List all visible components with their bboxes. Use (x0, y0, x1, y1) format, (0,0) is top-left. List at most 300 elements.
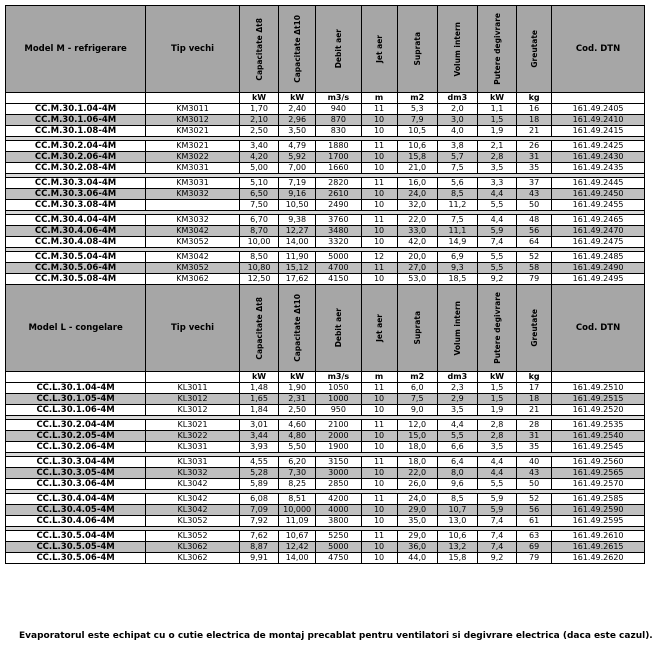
data-cell: 10,67 (279, 531, 316, 542)
data-cell: 5,7 (437, 152, 477, 163)
data-cell: 3,50 (279, 126, 316, 137)
data-cell: KM3062 (146, 274, 240, 285)
data-cell: 161.49.2495 (552, 274, 645, 285)
data-cell: 3800 (316, 516, 361, 527)
data-cell: 2,8 (477, 431, 516, 442)
model-code-cell: CC.M.30.2.08-4M (6, 163, 146, 174)
data-cell: 48 (517, 215, 552, 226)
data-cell: 5,5 (477, 200, 516, 211)
table-row (6, 505, 645, 516)
data-cell: 11 (361, 494, 397, 505)
data-cell: 3,01 (239, 420, 278, 431)
data-cell: 5250 (316, 531, 361, 542)
data-cell: 2,3 (437, 383, 477, 394)
data-cell: 4700 (316, 263, 361, 274)
data-cell: 9,38 (279, 215, 316, 226)
data-cell: 870 (316, 115, 361, 126)
data-cell: 10,5 (397, 126, 437, 137)
data-cell: 7,5 (437, 163, 477, 174)
data-cell: 161.49.2620 (552, 553, 645, 564)
table-row (6, 531, 645, 542)
data-cell: 61 (517, 516, 552, 527)
table-row (6, 189, 645, 200)
data-cell: KM3052 (146, 263, 240, 274)
data-cell: KL3052 (146, 516, 240, 527)
data-cell: 161.49.2590 (552, 505, 645, 516)
model-code-cell: CC.L.30.3.04-4M (6, 457, 146, 468)
data-cell: 52 (517, 252, 552, 263)
model-code-cell: CC.M.30.1.04-4M (6, 104, 146, 115)
data-cell: 1,65 (239, 394, 278, 405)
table-row (6, 542, 645, 553)
column-header (279, 285, 316, 372)
data-cell: 24,0 (397, 189, 437, 200)
model-code-cell: CC.M.30.1.08-4M (6, 126, 146, 137)
units-row (6, 372, 645, 383)
column-header: Cod. DTN (552, 6, 645, 93)
data-cell: 16 (517, 104, 552, 115)
data-cell: 10,6 (397, 141, 437, 152)
data-cell: 4,4 (477, 215, 516, 226)
data-cell: KL3042 (146, 505, 240, 516)
unit-cell: dm3 (437, 93, 477, 104)
data-cell: 1,48 (239, 383, 278, 394)
table-row (6, 442, 645, 453)
data-cell: 10 (361, 479, 397, 490)
model-code-cell: CC.M.30.5.08-4M (6, 274, 146, 285)
column-header-label: Greutate (529, 309, 539, 347)
data-cell: 161.49.2540 (552, 431, 645, 442)
data-cell: 10 (361, 126, 397, 137)
data-cell: 2100 (316, 420, 361, 431)
data-cell: KM3042 (146, 226, 240, 237)
data-cell: 8,51 (279, 494, 316, 505)
data-cell: 10 (361, 189, 397, 200)
data-cell: 33,0 (397, 226, 437, 237)
data-cell: 7,62 (239, 531, 278, 542)
data-cell: 6,70 (239, 215, 278, 226)
model-code-cell: CC.M.30.5.04-4M (6, 252, 146, 263)
data-cell: 50 (517, 200, 552, 211)
unit-cell (146, 372, 240, 383)
column-header (316, 285, 361, 372)
column-header-label: Suprata (412, 311, 422, 345)
table-row (6, 468, 645, 479)
data-cell: KL3022 (146, 431, 240, 442)
data-cell: 1,9 (477, 405, 516, 416)
data-cell: 10 (361, 516, 397, 527)
data-cell: 6,0 (397, 383, 437, 394)
data-cell: KL3062 (146, 553, 240, 564)
data-cell: 7,5 (437, 215, 477, 226)
column-header (397, 285, 437, 372)
data-cell: 18 (517, 394, 552, 405)
data-cell: 9,2 (477, 553, 516, 564)
data-cell: 161.49.2490 (552, 263, 645, 274)
data-cell: 4,4 (477, 457, 516, 468)
data-cell: 1,5 (477, 394, 516, 405)
data-cell: 2,40 (279, 104, 316, 115)
data-cell: 6,6 (437, 442, 477, 453)
data-cell: 3,5 (477, 442, 516, 453)
data-cell: 12,50 (239, 274, 278, 285)
data-cell: 79 (517, 553, 552, 564)
model-code-cell: CC.L.30.1.04-4M (6, 383, 146, 394)
data-cell: KM3011 (146, 104, 240, 115)
column-header-label: Suprata (412, 32, 422, 66)
data-cell: 161.49.2520 (552, 405, 645, 416)
data-cell: 4750 (316, 553, 361, 564)
data-cell: 1050 (316, 383, 361, 394)
data-cell: 17,62 (279, 274, 316, 285)
data-cell: 5,5 (477, 479, 516, 490)
data-cell: 5,9 (477, 226, 516, 237)
data-cell: 1000 (316, 394, 361, 405)
data-cell: 27,0 (397, 263, 437, 274)
column-header-label: Debit aer (333, 29, 343, 69)
data-cell: 1660 (316, 163, 361, 174)
data-cell: KM3032 (146, 215, 240, 226)
model-code-cell: CC.L.30.3.06-4M (6, 479, 146, 490)
data-cell: 4,4 (437, 420, 477, 431)
data-cell: 7,4 (477, 542, 516, 553)
data-cell: KM3031 (146, 163, 240, 174)
column-header-label: Greutate (529, 30, 539, 68)
model-code-cell: CC.M.30.3.06-4M (6, 189, 146, 200)
data-cell: 161.49.2595 (552, 516, 645, 527)
data-cell: 7,19 (279, 178, 316, 189)
data-cell: 4,55 (239, 457, 278, 468)
data-cell: 11,1 (437, 226, 477, 237)
data-cell: KL3062 (146, 542, 240, 553)
data-cell: 36,0 (397, 542, 437, 553)
column-header-label: Putere degivrare (492, 292, 502, 364)
data-cell: 161.49.2465 (552, 215, 645, 226)
data-cell: 11 (361, 178, 397, 189)
data-cell: 22,0 (397, 468, 437, 479)
data-cell: 50 (517, 479, 552, 490)
table-row (6, 115, 645, 126)
table-row (6, 494, 645, 505)
data-cell: 8,87 (239, 542, 278, 553)
column-header (437, 6, 477, 93)
table-row (6, 237, 645, 248)
column-header (316, 6, 361, 93)
data-cell: 10 (361, 405, 397, 416)
column-header-label: Capacitate Δt8 (254, 17, 264, 81)
data-cell: 161.49.2585 (552, 494, 645, 505)
table-row (6, 274, 645, 285)
model-code-cell: CC.M.30.2.06-4M (6, 152, 146, 163)
data-cell: KM3032 (146, 189, 240, 200)
data-cell: 10,00 (239, 237, 278, 248)
data-cell: 5,89 (239, 479, 278, 490)
data-cell: 3,8 (437, 141, 477, 152)
data-cell: 16,0 (397, 178, 437, 189)
model-code-cell: CC.L.30.1.06-4M (6, 405, 146, 416)
data-cell: 8,25 (279, 479, 316, 490)
column-header-label: Debit aer (333, 308, 343, 348)
data-cell: 4150 (316, 274, 361, 285)
data-cell: 11 (361, 263, 397, 274)
column-header (517, 6, 552, 93)
data-cell: 18,0 (397, 442, 437, 453)
data-cell: 29,0 (397, 531, 437, 542)
data-cell: 2,9 (437, 394, 477, 405)
data-cell: 161.49.2455 (552, 200, 645, 211)
column-header (397, 6, 437, 93)
model-code-cell: CC.M.30.4.06-4M (6, 226, 146, 237)
table-row (6, 457, 645, 468)
table-row (6, 420, 645, 431)
data-cell: 8,0 (437, 468, 477, 479)
table-row (6, 141, 645, 152)
data-cell: 11,2 (437, 200, 477, 211)
data-cell: 10 (361, 431, 397, 442)
data-cell: 10,7 (437, 505, 477, 516)
data-cell: 56 (517, 226, 552, 237)
data-cell: 10 (361, 237, 397, 248)
data-cell: 18,0 (397, 457, 437, 468)
data-cell: 10,000 (279, 505, 316, 516)
unit-cell: kW (477, 93, 516, 104)
data-cell: 17 (517, 383, 552, 394)
data-cell: 5,50 (279, 442, 316, 453)
data-cell: 161.49.2615 (552, 542, 645, 553)
data-cell: 11,90 (279, 252, 316, 263)
data-cell: 53,0 (397, 274, 437, 285)
data-cell: 161.49.2430 (552, 152, 645, 163)
data-cell: 58 (517, 263, 552, 274)
data-cell: 7,30 (279, 468, 316, 479)
data-cell: 11 (361, 457, 397, 468)
unit-cell (6, 372, 146, 383)
data-cell: 43 (517, 468, 552, 479)
data-cell: 1,70 (239, 104, 278, 115)
data-cell: 10 (361, 115, 397, 126)
data-cell: 6,4 (437, 457, 477, 468)
data-cell: 1,9 (477, 126, 516, 137)
model-code-cell: CC.M.30.3.08-4M (6, 200, 146, 211)
data-cell: 1880 (316, 141, 361, 152)
data-cell: 8,70 (239, 226, 278, 237)
data-cell: 3480 (316, 226, 361, 237)
data-cell: KM3021 (146, 126, 240, 137)
data-cell: 40 (517, 457, 552, 468)
data-cell: 161.49.2470 (552, 226, 645, 237)
data-cell: 5,5 (477, 263, 516, 274)
data-cell: 12,0 (397, 420, 437, 431)
table-row (6, 516, 645, 527)
data-cell: 14,00 (279, 553, 316, 564)
table-row (6, 200, 645, 211)
data-cell: 7,50 (239, 200, 278, 211)
column-header: Tip vechi (146, 6, 240, 93)
data-cell: 2,8 (477, 152, 516, 163)
unit-cell: m2 (397, 372, 437, 383)
data-cell: 2490 (316, 200, 361, 211)
data-cell: 2,1 (477, 141, 516, 152)
data-cell: 161.49.2545 (552, 442, 645, 453)
unit-cell: kW (239, 372, 278, 383)
unit-cell (552, 372, 645, 383)
data-cell: KL3031 (146, 457, 240, 468)
data-cell: 4,80 (279, 431, 316, 442)
data-cell: 5,9 (477, 494, 516, 505)
data-cell: KL3012 (146, 394, 240, 405)
data-cell: KL3042 (146, 494, 240, 505)
data-cell: 4,60 (279, 420, 316, 431)
data-cell: 79 (517, 274, 552, 285)
data-cell: 1,5 (477, 115, 516, 126)
data-cell: 32,0 (397, 200, 437, 211)
data-cell: 161.49.2415 (552, 126, 645, 137)
data-cell: 10 (361, 542, 397, 553)
data-cell: KL3011 (146, 383, 240, 394)
data-cell: 4,79 (279, 141, 316, 152)
data-cell: 13,2 (437, 542, 477, 553)
data-cell: 3,0 (437, 115, 477, 126)
data-cell: KM3042 (146, 252, 240, 263)
units-row (6, 93, 645, 104)
data-cell: 10 (361, 505, 397, 516)
column-header-label: Capacitate Δt10 (292, 294, 302, 362)
column-header (239, 6, 278, 93)
data-cell: 10 (361, 200, 397, 211)
data-cell: 5,28 (239, 468, 278, 479)
data-cell: 11 (361, 215, 397, 226)
model-code-cell: CC.L.30.4.06-4M (6, 516, 146, 527)
data-cell: KL3031 (146, 442, 240, 453)
model-code-cell: CC.M.30.1.06-4M (6, 115, 146, 126)
data-cell: 7,4 (477, 237, 516, 248)
data-cell: 5000 (316, 542, 361, 553)
model-code-cell: CC.L.30.4.05-4M (6, 505, 146, 516)
data-cell: 2,0 (437, 104, 477, 115)
table-row (6, 479, 645, 490)
data-cell: 15,0 (397, 431, 437, 442)
data-cell: 21 (517, 405, 552, 416)
data-cell: 5,9 (477, 505, 516, 516)
data-cell: 6,08 (239, 494, 278, 505)
data-cell: 7,00 (279, 163, 316, 174)
table-row (6, 431, 645, 442)
column-header (517, 285, 552, 372)
data-cell: 940 (316, 104, 361, 115)
data-cell: 6,50 (239, 189, 278, 200)
data-cell: KM3052 (146, 237, 240, 248)
table-row (6, 126, 645, 137)
model-code-cell: CC.M.30.2.04-4M (6, 141, 146, 152)
column-header (239, 285, 278, 372)
data-cell (146, 200, 240, 211)
data-cell: 63 (517, 531, 552, 542)
data-cell: 161.49.2485 (552, 252, 645, 263)
data-cell: 11 (361, 420, 397, 431)
data-cell: 35 (517, 442, 552, 453)
data-cell: 12 (361, 252, 397, 263)
data-cell: 161.49.2565 (552, 468, 645, 479)
data-cell: 35,0 (397, 516, 437, 527)
data-cell: 2610 (316, 189, 361, 200)
data-cell: 11 (361, 104, 397, 115)
unit-cell: m (361, 93, 397, 104)
column-header (279, 6, 316, 93)
data-cell: 7,92 (239, 516, 278, 527)
data-cell: 10 (361, 274, 397, 285)
column-header (477, 285, 516, 372)
model-code-cell: CC.L.30.5.06-4M (6, 553, 146, 564)
data-cell: 42,0 (397, 237, 437, 248)
footer-note: Evaporatorul este echipat cu o cutie electrica de montaj precablat pentru ventilatori si degivrare electrica (daca este cazul). (19, 631, 653, 641)
model-code-cell: CC.M.30.4.08-4M (6, 237, 146, 248)
data-cell: 10,80 (239, 263, 278, 274)
data-cell: 9,91 (239, 553, 278, 564)
data-cell: 43 (517, 189, 552, 200)
unit-cell: kW (279, 372, 316, 383)
data-cell: KM3022 (146, 152, 240, 163)
data-cell: 4,0 (437, 126, 477, 137)
data-cell: 3,40 (239, 141, 278, 152)
data-cell: KM3031 (146, 178, 240, 189)
table-row (6, 215, 645, 226)
data-cell: 3,44 (239, 431, 278, 442)
model-code-cell: CC.L.30.4.04-4M (6, 494, 146, 505)
data-cell: 1,5 (477, 383, 516, 394)
data-cell: 20,0 (397, 252, 437, 263)
model-code-cell: CC.M.30.4.04-4M (6, 215, 146, 226)
data-cell: 5,5 (437, 431, 477, 442)
data-cell: 950 (316, 405, 361, 416)
column-header: Cod. DTN (552, 285, 645, 372)
data-cell: 5,6 (437, 178, 477, 189)
column-header (437, 285, 477, 372)
data-cell: 26,0 (397, 479, 437, 490)
data-cell: 28 (517, 420, 552, 431)
table-row (6, 163, 645, 174)
model-code-cell: CC.L.30.2.04-4M (6, 420, 146, 431)
data-cell: 161.49.2445 (552, 178, 645, 189)
data-cell: 7,9 (397, 115, 437, 126)
data-cell: 10 (361, 553, 397, 564)
column-header: Tip vechi (146, 285, 240, 372)
column-header-label: Volum intern (452, 300, 462, 356)
data-cell: 9,0 (397, 405, 437, 416)
data-cell: 18 (517, 115, 552, 126)
column-header (361, 285, 397, 372)
data-cell: 14,00 (279, 237, 316, 248)
data-cell: 4,4 (477, 468, 516, 479)
data-cell: 21,0 (397, 163, 437, 174)
spec-table-container (5, 5, 653, 641)
data-cell: 31 (517, 152, 552, 163)
data-cell: 11,09 (279, 516, 316, 527)
unit-cell (6, 93, 146, 104)
data-cell: KM3012 (146, 115, 240, 126)
data-cell: 1900 (316, 442, 361, 453)
data-cell: KL3021 (146, 420, 240, 431)
data-cell: 29,0 (397, 505, 437, 516)
model-code-cell: CC.L.30.5.05-4M (6, 542, 146, 553)
data-cell: 15,8 (437, 553, 477, 564)
data-cell: 161.49.2560 (552, 457, 645, 468)
data-cell: KL3052 (146, 531, 240, 542)
table-row (6, 405, 645, 416)
data-cell: 7,5 (397, 394, 437, 405)
table-row (6, 394, 645, 405)
column-header (361, 6, 397, 93)
data-cell: 21 (517, 126, 552, 137)
